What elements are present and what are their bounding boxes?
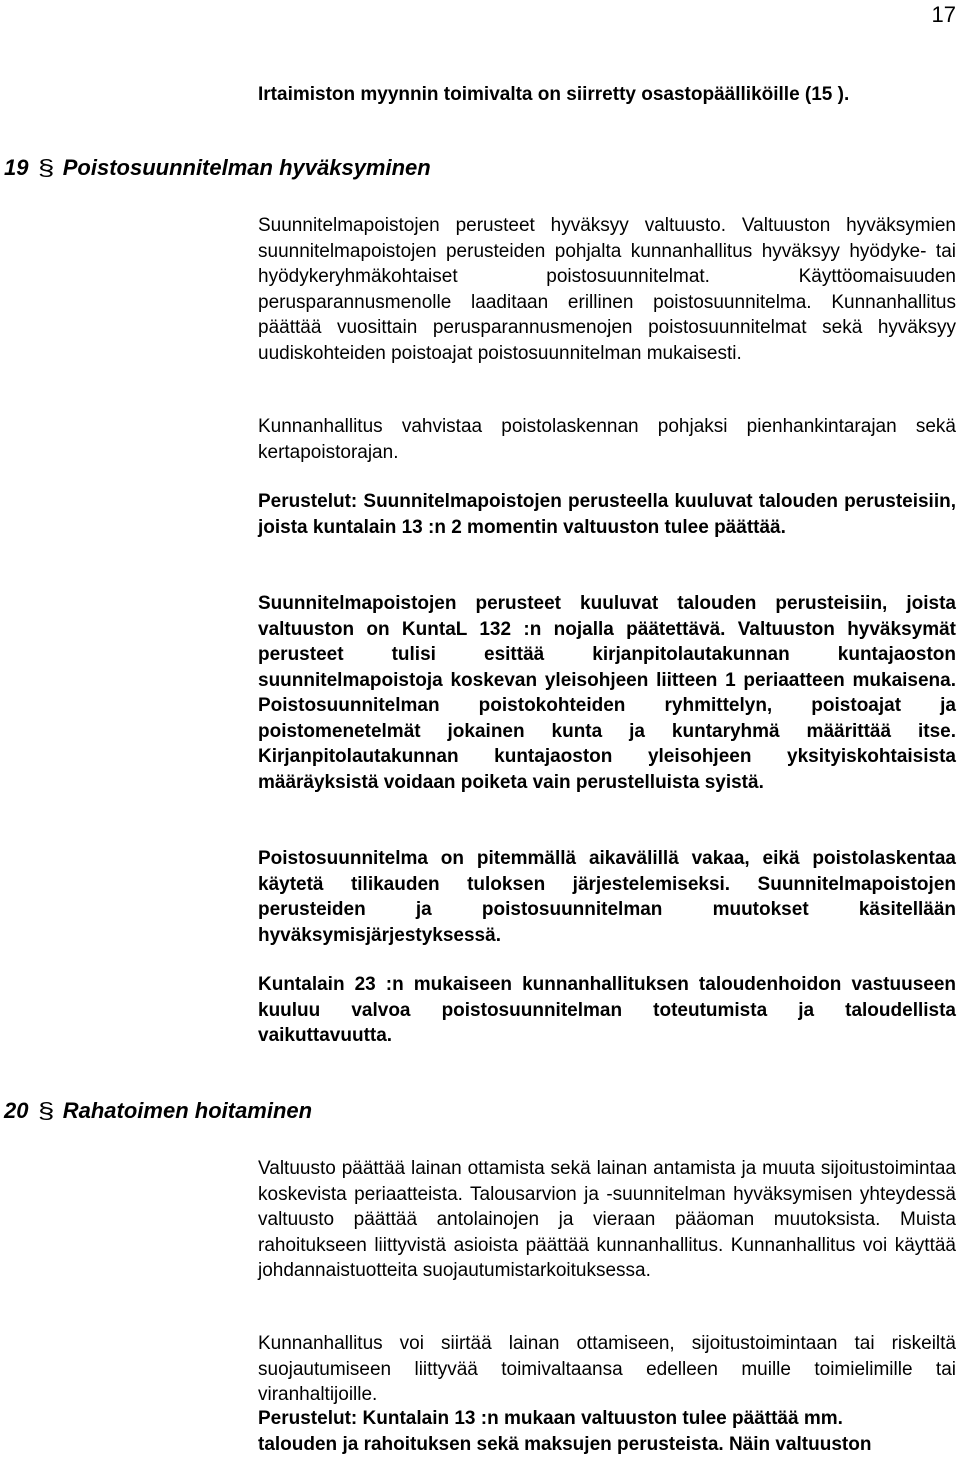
intro-line: Irtaimiston myynnin toimivalta on siirretty osastopäälliköille (15 ). xyxy=(258,84,850,105)
section-title: Rahatoimen hoitaminen xyxy=(62,1098,313,1123)
section-title: Poistosuunnitelman hyväksyminen xyxy=(62,155,431,180)
page-number: 17 xyxy=(931,2,956,27)
section-symbol: § xyxy=(38,1098,55,1123)
section-19-paragraph-6: Kuntalain 23 :n mukaiseen kunnanhallituksen taloudenhoidon vastuuseen kuuluu valvoa poistosuunnitelman toteutumista ja taloudellista vaikuttavuutta. xyxy=(258,974,956,1046)
section-symbol: § xyxy=(38,155,55,180)
section-number: 20 xyxy=(4,1098,29,1123)
section-19-paragraph-2: Kunnanhallitus vahvistaa poistolaskennan pohjaksi pienhankintarajan sekä kertapoistorajan. xyxy=(258,416,956,463)
section-19-paragraph-4: Suunnitelmapoistojen perusteet kuuluvat talouden perusteisiin, joista valtuuston on KuntaL 132 :n nojalla päätettävä. Valtuuston hyväksymät perusteet tulisi esittää kirjanpitolautakunnan kuntajaoston suunnitelmapoistoja koskevan yleisohjeen liitteen 1 periaatteen mukaisena. Poistosuunnitelman poistokohteiden ryhmittelyn, poistoajat ja poistomenetelmät jokainen kunta ja kuntaryhmä määrittää itse. Kirjanpitolautakunnan kuntajaoston yleisohjeen yksityiskohtaisista määräyksistä voidaan poiketa vain perustelluista syistä. xyxy=(258,593,956,793)
section-20-paragraph-2: Kunnanhallitus voi siirtää lainan ottamiseen, sijoitustoimintaan tai riskeiltä suojautumiseen liittyvää toimivaltaansa edelleen muille toimielimille tai viranhaltijoille. xyxy=(258,1333,956,1405)
paragraph-line: Perustelut: Kuntalain 13 :n mukaan valtuuston tulee päättää mm. xyxy=(258,1408,843,1429)
section-19-heading xyxy=(4,156,431,180)
section-number: 19 xyxy=(4,155,29,180)
section-19-paragraph-5: Poistosuunnitelma on pitemmällä aikavälillä vakaa, eikä poistolaskentaa käytetä tilikauden tuloksen järjestelemiseksi. Suunnitelmapoistojen perusteiden ja poistosuunnitelman muutokset käsitellään hyväksymisjärjestyksessä. xyxy=(258,848,956,946)
section-20-paragraph-1: Valtuusto päättää lainan ottamista sekä lainan antamista ja muuta sijoitustoimintaa koskevista periaatteista. Talousarvion ja -suunnitelman hyväksymisen yhteydessä valtuusto päättää antolainojen ja vieraan pääoman muutoksista. Muista rahoitukseen liittyvistä asioista päättää kunnanhallitus. Kunnanhallitus voi käyttää johdannaistuotteita suojautumistarkoituksessa. xyxy=(258,1158,956,1281)
paragraph-line: talouden ja rahoituksen sekä maksujen perusteista. Näin valtuuston xyxy=(258,1433,872,1455)
section-19-paragraph-1: Suunnitelmapoistojen perusteet hyväksyy valtuusto. Valtuuston hyväksymien suunnitelmapoistojen perusteiden pohjalta kunnanhallitus hyväksyy hyödyke- tai hyödykeryhmäkohtaiset poistosuunnitelmat. Käyttöomaisuuden perusparannusmenolle laaditaan erillinen poistosuunnitelma. Kunnanhallitus päättää vuosittain perusparannusmenojen poistosuunnitelmat sekä hyväksyy uudiskohteiden poistoajat poistosuunnitelman mukaisesti. xyxy=(258,215,956,364)
section-20-paragraph-3 xyxy=(258,1406,956,1457)
section-19-paragraph-3: Perustelut: Suunnitelmapoistojen perusteella kuuluvat talouden perusteisiin, joista kuntalain 13 :n 2 momentin valtuuston tulee päättää. xyxy=(258,491,956,538)
section-20-heading xyxy=(4,1099,312,1123)
